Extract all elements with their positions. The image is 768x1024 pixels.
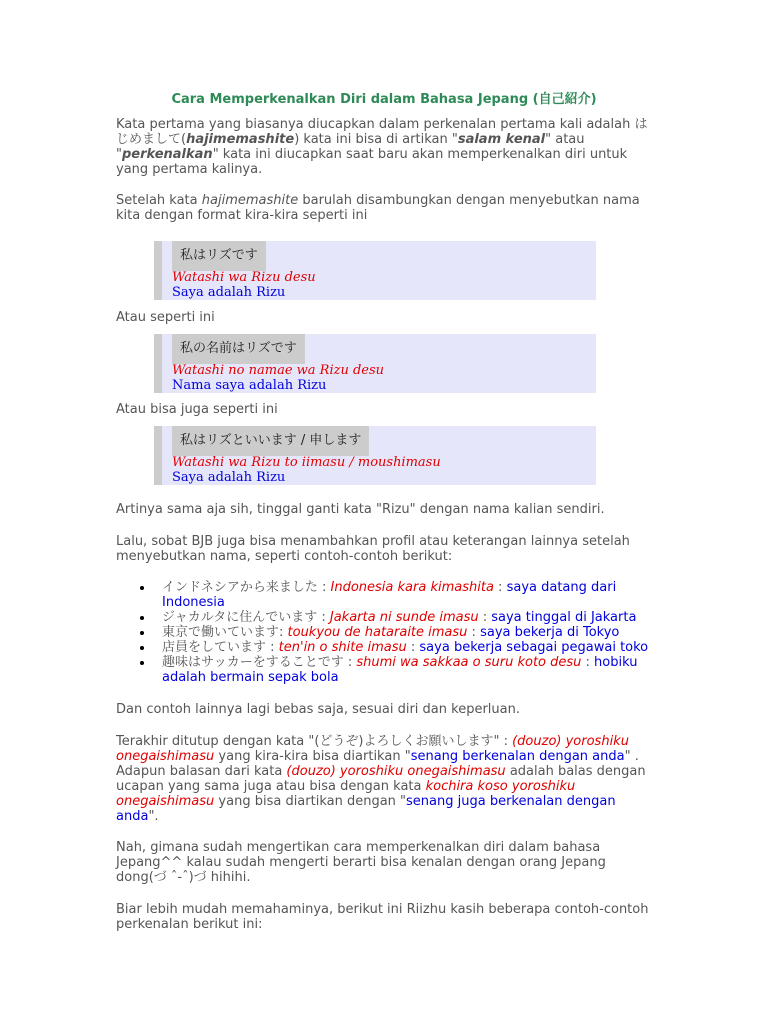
example-romaji: Watashi no namae wa Rizu desu [172, 363, 385, 378]
text-span: Kata pertama yang biasanya diucapkan dalam perkenalan pertama kali adalah はじめまして( [116, 117, 648, 147]
intro-paragraph-1 [116, 117, 656, 177]
list-item [162, 610, 656, 625]
item-meaning: saya bekerja di Tokyo [480, 625, 620, 640]
term-salam-kenal: salam kenal [457, 132, 546, 147]
text-span: adalah balas dengan ucapan yang sama juga atau bisa dengan kata [116, 764, 646, 794]
text-span: ) kata ini bisa di artikan " [294, 132, 458, 147]
text-span: yang bisa diartikan dengan " [214, 794, 407, 809]
text-span: " . Adapun balasan dari kata [116, 749, 639, 779]
list-item [162, 625, 656, 640]
closing-paragraph-4: Biar lebih mudah memahaminya, berikut ini Riizhu kasih beberapa contoh-contoh perkenalan berikut ini: [116, 902, 649, 932]
item-japanese: インドネシアから来ました : [162, 580, 331, 595]
text-span: Setelah kata [116, 193, 202, 208]
text-span: ". [148, 809, 159, 824]
connector-text: Atau seperti ini [116, 310, 215, 325]
text-span: " kata ini diucapkan saat baru akan memperkenalkan diri untuk yang pertama kalinya. [116, 147, 628, 177]
item-meaning: saya tinggal di Jakarta [491, 610, 637, 625]
list-item [162, 655, 656, 685]
text-span: yang kira-kira bisa diartikan " [214, 749, 411, 764]
item-romaji: Jakarta ni sunde imasu [329, 610, 479, 625]
closing-paragraph-2 [116, 734, 656, 824]
item-japanese: 店員をしています : [162, 640, 279, 655]
item-separator: : [406, 640, 420, 655]
term-hajimemashite: hajimemashite [186, 132, 295, 147]
item-romaji: ten'in o shite imasu [278, 640, 407, 655]
example-meaning: Saya adalah Rizu [172, 285, 286, 300]
item-japanese: 東京で働いています: [162, 625, 288, 640]
closing-paragraph-1: Dan contoh lainnya lagi bebas saja, sesuai diri dan keperluan. [116, 702, 520, 717]
item-separator: : [493, 580, 507, 595]
item-japanese: ジャカルタに住んでいます : [162, 610, 330, 625]
phrase-romaji: kochira koso yoroshiku onegaishimasu [116, 779, 576, 809]
term-hajimemashite: hajimemashite [201, 193, 299, 208]
example-romaji: Watashi wa Rizu desu [172, 270, 316, 285]
example-japanese: 私はリズです [172, 241, 266, 271]
phrase-meaning: senang berkenalan dengan anda [410, 749, 625, 764]
item-japanese: 趣味はサッカーをすることです : [162, 655, 357, 670]
list-item [162, 640, 656, 655]
connector-text: Atau bisa juga seperti ini [116, 402, 278, 417]
item-romaji: Indonesia kara kimashita [330, 580, 494, 595]
item-meaning: hobiku adalah bermain sepak bola [162, 655, 638, 685]
text-span: " atau " [116, 132, 585, 162]
example-meaning: Saya adalah Rizu [172, 470, 286, 485]
example-box [154, 426, 596, 485]
item-meaning: saya datang dari Indonesia [162, 580, 617, 610]
closing-paragraph-3: Nah, gimana sudah mengertikan cara memperkenalkan diri dalam bahasa Jepang^^ kalau sudah mengerti berarti bisa kenalan dengan orang Jepang dong(づ ˆ-ˆ)づ hihihi. [116, 840, 606, 885]
explanation-paragraph: Artinya sama aja sih, tinggal ganti kata "Rizu" dengan nama kalian sendiri. [116, 502, 605, 517]
page-title: Cara Memperkenalkan Diri dalam Bahasa Jepang (自己紹介) [171, 92, 597, 107]
item-separator: : [478, 610, 492, 625]
example-japanese: 私の名前はリズです [172, 334, 305, 364]
intro-paragraph-2 [116, 193, 656, 223]
example-meaning: Nama saya adalah Rizu [172, 378, 327, 393]
phrase-romaji: (douzo) yoroshiku onegaishimasu [286, 764, 506, 779]
profile-intro-paragraph: Lalu, sobat BJB juga bisa menambahkan profil atau keterangan lainnya setelah menyebutkan nama, seperti contoh-contoh berikut: [116, 534, 630, 564]
list-item [162, 580, 656, 610]
text-span: Terakhir ditutup dengan kata "(どうぞ)よろしくお願いします" : [116, 734, 513, 749]
item-romaji: shumi wa sakkaa o suru koto desu [356, 655, 582, 670]
phrase-meaning: senang juga berkenalan dengan anda [116, 794, 616, 824]
text-span: barulah disambungkan dengan menyebutkan nama kita dengan format kira-kira seperti ini [116, 193, 640, 223]
example-box [154, 334, 596, 393]
example-box [154, 241, 596, 300]
profile-examples-list [116, 580, 656, 685]
item-meaning: saya bekerja sebagai pegawai toko [419, 640, 649, 655]
item-separator: : [581, 655, 595, 670]
term-perkenalkan: perkenalkan [121, 147, 213, 162]
phrase-romaji: (douzo) yoroshiku onegaishimasu [116, 734, 629, 764]
item-separator: : [467, 625, 481, 640]
example-romaji: Watashi wa Rizu to iimasu / moushimasu [172, 455, 441, 470]
example-japanese: 私はリズといいます / 申します [172, 426, 369, 456]
item-romaji: toukyou de hataraite imasu [287, 625, 468, 640]
